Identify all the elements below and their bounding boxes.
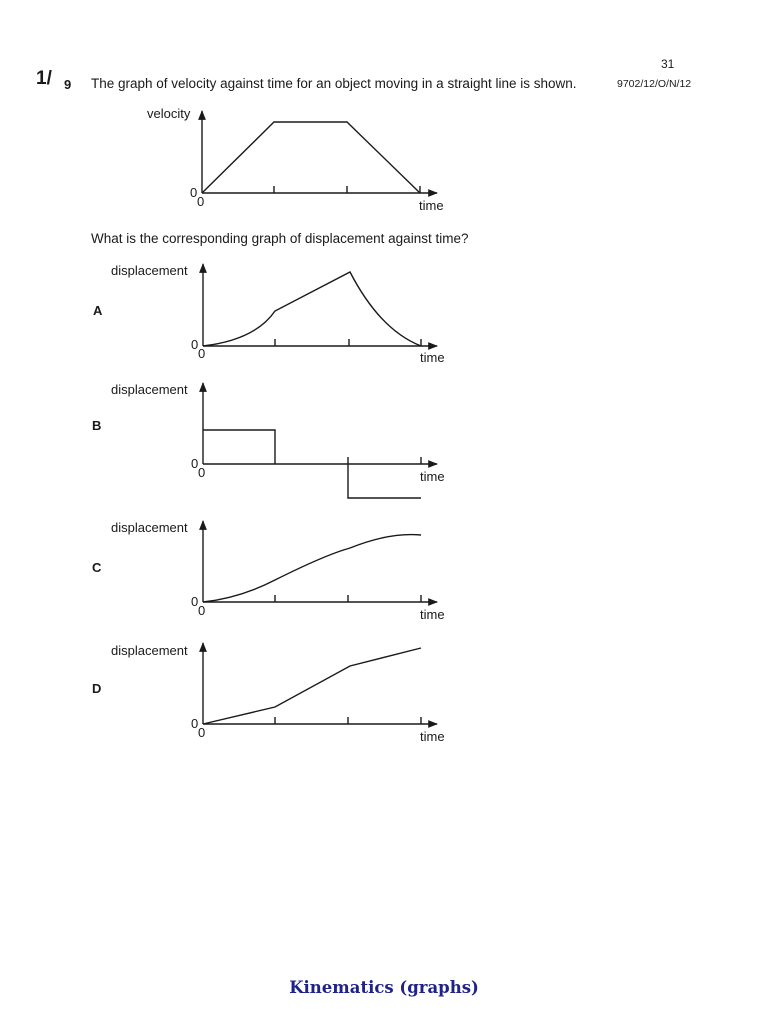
option-d-curve bbox=[203, 648, 421, 724]
question-number: 9 bbox=[64, 77, 72, 92]
option-d-letter: D bbox=[92, 681, 102, 696]
option-a-xlabel: time bbox=[420, 350, 445, 365]
option-b-graph bbox=[111, 382, 445, 498]
option-c-origin-x: 0 bbox=[198, 603, 206, 618]
page-number: 31 bbox=[661, 57, 675, 71]
progress-marker: 1/ bbox=[36, 68, 52, 89]
velocity-xlabel: time bbox=[419, 198, 444, 213]
option-a-origin-x: 0 bbox=[198, 346, 206, 361]
option-b-curve-positive bbox=[203, 430, 275, 464]
option-b-origin-x: 0 bbox=[198, 465, 206, 480]
option-a-origin-y: 0 bbox=[191, 337, 199, 352]
velocity-curve bbox=[202, 122, 420, 193]
option-b-xlabel: time bbox=[420, 469, 445, 484]
option-b-curve-negative bbox=[348, 457, 421, 498]
option-a-curve bbox=[203, 272, 421, 346]
option-b-ylabel: displacement bbox=[111, 382, 188, 397]
option-d-ylabel: displacement bbox=[111, 643, 188, 658]
option-c-letter: C bbox=[92, 560, 102, 575]
option-c-xlabel: time bbox=[420, 607, 445, 622]
velocity-graph bbox=[147, 106, 444, 213]
option-d-graph bbox=[111, 643, 445, 744]
question-prompt: What is the corresponding graph of displacement against time? bbox=[91, 231, 469, 246]
option-c-origin-y: 0 bbox=[191, 594, 199, 609]
option-c-curve bbox=[203, 535, 421, 602]
page-footer-topic: Kinematics (graphs) bbox=[289, 978, 479, 997]
option-d-origin-y: 0 bbox=[191, 716, 199, 731]
velocity-ylabel: velocity bbox=[147, 106, 191, 121]
velocity-origin-y: 0 bbox=[190, 185, 198, 200]
question-text: The graph of velocity against time for an object moving in a straight line is shown. bbox=[91, 76, 577, 91]
option-d-origin-x: 0 bbox=[198, 725, 206, 740]
option-b-letter: B bbox=[92, 418, 102, 433]
velocity-origin-x: 0 bbox=[197, 194, 205, 209]
option-c-graph bbox=[111, 520, 445, 622]
option-a-ylabel: displacement bbox=[111, 263, 188, 278]
option-d-xlabel: time bbox=[420, 729, 445, 744]
option-a-graph bbox=[111, 263, 445, 365]
option-c-ylabel: displacement bbox=[111, 520, 188, 535]
option-a-letter: A bbox=[93, 303, 103, 318]
option-b-origin-y: 0 bbox=[191, 456, 199, 471]
paper-code: 9702/12/O/N/12 bbox=[617, 78, 692, 90]
